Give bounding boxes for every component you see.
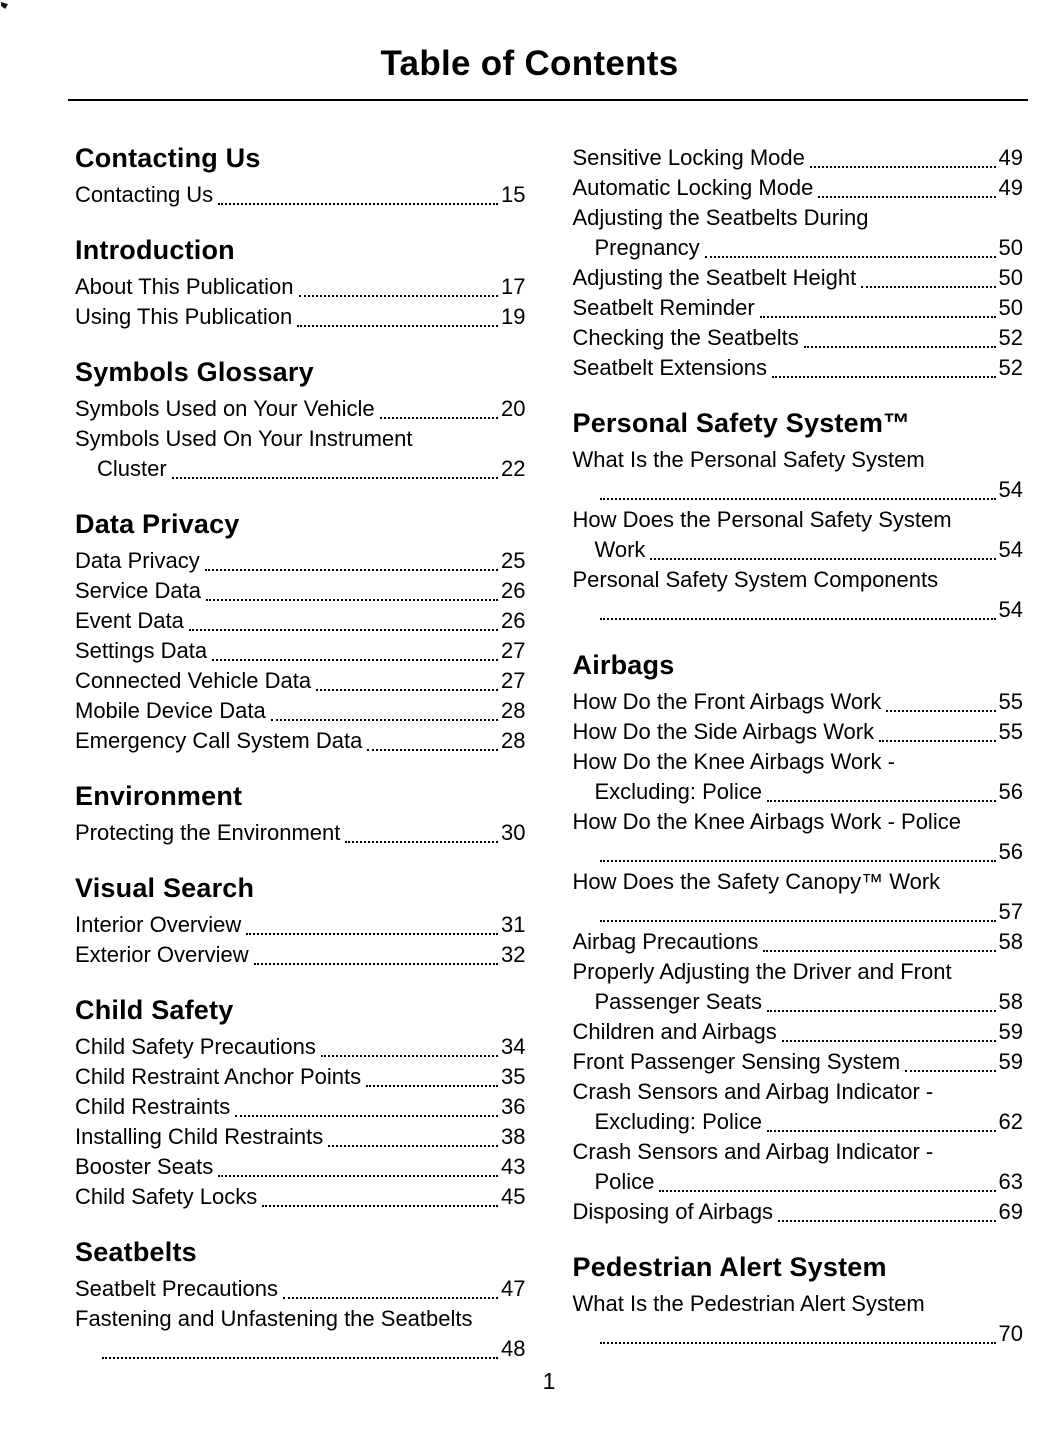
toc-entry-label: Seatbelt Extensions bbox=[572, 355, 767, 380]
toc-entry-continuation bbox=[573, 897, 1024, 927]
dot-leader bbox=[886, 687, 998, 717]
toc-entry bbox=[75, 546, 526, 576]
toc-entry-page: 26 bbox=[501, 578, 526, 603]
toc-entry bbox=[75, 726, 526, 756]
toc-entry bbox=[75, 1182, 526, 1212]
toc-entry bbox=[573, 747, 1024, 807]
toc-entry-row bbox=[75, 696, 526, 726]
toc-entry-label: Exterior Overview bbox=[75, 942, 249, 967]
toc-column-left bbox=[75, 143, 526, 1364]
toc-entry-row bbox=[573, 1197, 1024, 1227]
toc-entry-label: Excluding: Police bbox=[594, 1109, 763, 1134]
toc-entry-label: Pregnancy bbox=[594, 235, 700, 260]
toc-entry-continuation bbox=[75, 1334, 526, 1364]
toc-entry-page: 28 bbox=[501, 698, 526, 723]
dot-leader bbox=[380, 394, 501, 424]
toc-entry-label: Children and Airbags bbox=[572, 1019, 777, 1044]
toc-entry-page: 32 bbox=[501, 942, 526, 967]
dot-leader bbox=[600, 475, 999, 505]
toc-entry-page: 58 bbox=[998, 989, 1023, 1014]
toc-entry-page: 56 bbox=[998, 779, 1023, 804]
toc-entry bbox=[75, 1092, 526, 1122]
toc-entry bbox=[75, 696, 526, 726]
toc-entry bbox=[573, 505, 1024, 565]
toc-entry-row bbox=[573, 263, 1024, 293]
toc-entry bbox=[573, 203, 1024, 263]
toc-entry-label: Adjusting the Seatbelts During bbox=[572, 205, 869, 230]
toc-entry-row bbox=[75, 726, 526, 756]
toc-section-heading: Symbols Glossary bbox=[75, 357, 314, 387]
toc-entry bbox=[75, 394, 526, 424]
toc-section bbox=[75, 1237, 526, 1364]
toc-entry-label: How Does the Personal Safety System bbox=[572, 507, 952, 532]
toc-entry-page: 15 bbox=[501, 182, 526, 207]
toc-entry-label: Crash Sensors and Airbag Indicator - bbox=[572, 1079, 934, 1104]
toc-entry bbox=[75, 940, 526, 970]
dot-leader bbox=[600, 837, 999, 867]
dot-leader bbox=[172, 454, 501, 484]
toc-entry-continuation bbox=[573, 535, 1024, 565]
toc-entry-row bbox=[75, 910, 526, 940]
toc-entry-page: 31 bbox=[501, 912, 526, 937]
toc-entry-label: Data Privacy bbox=[75, 548, 200, 573]
toc-entry-row bbox=[75, 272, 526, 302]
dot-leader bbox=[205, 546, 501, 576]
dot-leader bbox=[772, 353, 999, 383]
dot-leader bbox=[218, 1152, 501, 1182]
toc-entry-page: 50 bbox=[998, 235, 1023, 260]
dot-leader bbox=[366, 1062, 501, 1092]
toc-entry bbox=[75, 1122, 526, 1152]
toc-entry-label: Booster Seats bbox=[75, 1154, 214, 1179]
dot-leader bbox=[879, 717, 998, 747]
toc-section bbox=[573, 143, 1024, 383]
toc-entry-label: Installing Child Restraints bbox=[75, 1124, 324, 1149]
toc-entry-row bbox=[75, 1152, 526, 1182]
toc-entry-page: 54 bbox=[998, 477, 1023, 502]
toc-entry bbox=[573, 687, 1024, 717]
toc-entry-row bbox=[75, 394, 526, 424]
toc-entry bbox=[573, 1137, 1024, 1197]
toc-entry-page: 57 bbox=[998, 899, 1023, 924]
toc-entry-row bbox=[75, 1062, 526, 1092]
toc-entry bbox=[573, 143, 1024, 173]
toc-entry-row bbox=[573, 143, 1024, 173]
toc-entry-label: Child Restraint Anchor Points bbox=[75, 1064, 362, 1089]
dot-leader bbox=[262, 1182, 501, 1212]
page-number: 1 bbox=[542, 1368, 556, 1394]
toc-entry bbox=[75, 818, 526, 848]
toc-entry bbox=[75, 1304, 526, 1364]
toc-entry bbox=[573, 565, 1024, 625]
dot-leader bbox=[782, 1017, 999, 1047]
toc-entry-row bbox=[75, 180, 526, 210]
toc-entry-continuation bbox=[573, 987, 1024, 1017]
toc-column-right bbox=[573, 143, 1024, 1364]
toc-entry bbox=[573, 323, 1024, 353]
toc-entry-continuation bbox=[573, 595, 1024, 625]
toc-section-heading: Pedestrian Alert System bbox=[572, 1252, 887, 1282]
toc-entry bbox=[75, 424, 526, 484]
toc-section bbox=[573, 650, 1024, 1227]
toc-entry-label: Contacting Us bbox=[75, 182, 214, 207]
toc-entry-row bbox=[75, 576, 526, 606]
toc-entry-label: Seatbelt Precautions bbox=[75, 1276, 279, 1301]
toc-section bbox=[75, 235, 526, 332]
toc-entry-page: 55 bbox=[998, 719, 1023, 744]
toc-entry bbox=[573, 927, 1024, 957]
toc-section-heading: Environment bbox=[75, 781, 243, 811]
toc-entry bbox=[75, 666, 526, 696]
dot-leader bbox=[212, 636, 501, 666]
dot-leader bbox=[218, 180, 501, 210]
toc-entry-continuation bbox=[573, 1319, 1024, 1349]
toc-entry bbox=[75, 1274, 526, 1304]
toc-entry-row bbox=[75, 636, 526, 666]
toc-section bbox=[75, 143, 526, 210]
toc-entry-page: 49 bbox=[998, 145, 1023, 170]
toc-entry-label: How Do the Knee Airbags Work - bbox=[572, 749, 895, 774]
title-divider-rule bbox=[68, 99, 1028, 101]
toc-entry-label: Service Data bbox=[75, 578, 201, 603]
toc-entry-page: 38 bbox=[501, 1124, 526, 1149]
toc-entry-page: 56 bbox=[998, 839, 1023, 864]
toc-entry-page: 22 bbox=[501, 456, 526, 481]
toc-entry bbox=[573, 353, 1024, 383]
toc-entry-continuation bbox=[573, 1167, 1024, 1197]
toc-entry-label: Child Safety Precautions bbox=[75, 1034, 316, 1059]
toc-entry-row bbox=[573, 1047, 1024, 1077]
toc-entry-label: Child Safety Locks bbox=[75, 1184, 258, 1209]
toc-entry bbox=[75, 1152, 526, 1182]
toc-entry bbox=[573, 1197, 1024, 1227]
toc-entry bbox=[573, 173, 1024, 203]
toc-section bbox=[573, 1252, 1024, 1349]
toc-entry-page: 17 bbox=[501, 274, 526, 299]
toc-entry-label: Sensitive Locking Mode bbox=[572, 145, 805, 170]
toc-entry-label: Event Data bbox=[75, 608, 184, 633]
dot-leader bbox=[316, 666, 501, 696]
toc-section-heading: Personal Safety System™ bbox=[572, 408, 911, 438]
dot-leader bbox=[659, 1167, 998, 1197]
toc-section-heading: Data Privacy bbox=[75, 509, 240, 539]
toc-entry bbox=[75, 606, 526, 636]
toc-entry-row bbox=[573, 293, 1024, 323]
toc-entry-label: Protecting the Environment bbox=[75, 820, 341, 845]
toc-entry bbox=[573, 807, 1024, 867]
dot-leader bbox=[254, 940, 501, 970]
toc-entry bbox=[573, 1047, 1024, 1077]
toc-section bbox=[75, 995, 526, 1212]
dot-leader bbox=[206, 576, 501, 606]
toc-entry-row bbox=[75, 1122, 526, 1152]
toc-entry-page: 30 bbox=[501, 820, 526, 845]
toc-section-heading: Seatbelts bbox=[75, 1237, 197, 1267]
dot-leader bbox=[767, 777, 998, 807]
toc-entry bbox=[75, 1032, 526, 1062]
toc-entry-row bbox=[75, 666, 526, 696]
toc-entry-continuation bbox=[573, 475, 1024, 505]
toc-entry-label: Using This Publication bbox=[75, 304, 293, 329]
toc-entry-label: Airbag Precautions bbox=[572, 929, 759, 954]
toc-entry-label: Properly Adjusting the Driver and Front bbox=[572, 959, 952, 984]
toc-entry bbox=[75, 302, 526, 332]
toc-entry-label: Automatic Locking Mode bbox=[572, 175, 814, 200]
toc-entry bbox=[75, 272, 526, 302]
toc-entry-label: Police bbox=[594, 1169, 655, 1194]
dot-leader bbox=[600, 897, 999, 927]
toc-entry-page: 59 bbox=[998, 1049, 1023, 1074]
toc-entry bbox=[75, 910, 526, 940]
toc-section-heading: Contacting Us bbox=[75, 143, 261, 173]
toc-entry-row bbox=[75, 940, 526, 970]
toc-section-heading: Child Safety bbox=[75, 995, 234, 1025]
toc-entry-row bbox=[573, 927, 1024, 957]
toc-entry-label: Cluster bbox=[97, 456, 167, 481]
toc-entry-page: 54 bbox=[998, 597, 1023, 622]
toc-entry-page: 45 bbox=[501, 1184, 526, 1209]
toc-entry bbox=[75, 576, 526, 606]
toc-entry-label: How Do the Front Airbags Work bbox=[572, 689, 882, 714]
toc-section-heading: Airbags bbox=[572, 650, 675, 680]
dot-leader bbox=[861, 263, 998, 293]
toc-entry-page: 20 bbox=[501, 396, 526, 421]
toc-entry-continuation bbox=[573, 233, 1024, 263]
toc-entry-continuation bbox=[75, 454, 526, 484]
toc-entry-row bbox=[573, 353, 1024, 383]
toc-entry-page: 52 bbox=[998, 325, 1023, 350]
toc-entry-label: Crash Sensors and Airbag Indicator - bbox=[572, 1139, 934, 1164]
toc-entry-page: 19 bbox=[501, 304, 526, 329]
scan-artifact-mark bbox=[1, 2, 8, 9]
toc-entry-label: Settings Data bbox=[75, 638, 208, 663]
dot-leader bbox=[763, 927, 998, 957]
toc-section bbox=[75, 509, 526, 756]
toc-columns bbox=[75, 143, 1023, 1364]
toc-entry-page: 63 bbox=[998, 1169, 1023, 1194]
dot-leader bbox=[235, 1092, 501, 1122]
toc-entry bbox=[573, 1077, 1024, 1137]
toc-entry-row bbox=[573, 323, 1024, 353]
toc-entry-label: Personal Safety System Components bbox=[572, 567, 939, 592]
page-title: Table of Contents bbox=[380, 44, 679, 83]
toc-entry bbox=[573, 1289, 1024, 1349]
toc-entry-label: Adjusting the Seatbelt Height bbox=[572, 265, 857, 290]
toc-entry-row bbox=[75, 302, 526, 332]
dot-leader bbox=[767, 987, 998, 1017]
toc-section-heading: Visual Search bbox=[75, 873, 255, 903]
toc-entry-label: What Is the Personal Safety System bbox=[572, 447, 925, 472]
dot-leader bbox=[905, 1047, 998, 1077]
toc-entry-row bbox=[75, 606, 526, 636]
toc-entry-continuation bbox=[573, 837, 1024, 867]
toc-entry-row bbox=[75, 1274, 526, 1304]
toc-entry bbox=[573, 717, 1024, 747]
toc-entry-row bbox=[573, 173, 1024, 203]
toc-entry-page: 62 bbox=[998, 1109, 1023, 1134]
dot-leader bbox=[271, 696, 501, 726]
toc-entry-label: How Do the Side Airbags Work bbox=[572, 719, 875, 744]
toc-entry-label: Symbols Used on Your Vehicle bbox=[75, 396, 375, 421]
dot-leader bbox=[283, 1274, 501, 1304]
toc-entry-page: 49 bbox=[998, 175, 1023, 200]
toc-entry-page: 35 bbox=[501, 1064, 526, 1089]
toc-entry-label: Child Restraints bbox=[75, 1094, 231, 1119]
toc-entry bbox=[573, 263, 1024, 293]
toc-entry-row bbox=[75, 546, 526, 576]
dot-leader bbox=[246, 910, 501, 940]
toc-entry bbox=[75, 180, 526, 210]
toc-entry-page: 47 bbox=[501, 1276, 526, 1301]
dot-leader bbox=[328, 1122, 501, 1152]
dot-leader bbox=[778, 1197, 998, 1227]
toc-entry-page: 26 bbox=[501, 608, 526, 633]
dot-leader bbox=[345, 818, 501, 848]
toc-entry-page: 58 bbox=[998, 929, 1023, 954]
toc-entry-label: How Do the Knee Airbags Work - Police bbox=[572, 809, 961, 834]
toc-entry-row bbox=[75, 1092, 526, 1122]
dot-leader bbox=[804, 323, 999, 353]
dot-leader bbox=[297, 302, 501, 332]
dot-leader bbox=[650, 535, 998, 565]
toc-entry-row bbox=[573, 717, 1024, 747]
toc-entry-label: Work bbox=[594, 537, 646, 562]
toc-entry-label: What Is the Pedestrian Alert System bbox=[572, 1291, 925, 1316]
toc-entry-label: Fastening and Unfastening the Seatbelts bbox=[75, 1306, 473, 1331]
toc-entry-page: 28 bbox=[501, 728, 526, 753]
toc-entry bbox=[573, 1017, 1024, 1047]
toc-entry-page: 34 bbox=[501, 1034, 526, 1059]
toc-entry-row bbox=[75, 1032, 526, 1062]
toc-entry-label: Front Passenger Sensing System bbox=[572, 1049, 901, 1074]
dot-leader bbox=[321, 1032, 501, 1062]
toc-entry-label: Connected Vehicle Data bbox=[75, 668, 312, 693]
dot-leader bbox=[767, 1107, 998, 1137]
toc-entry-page: 54 bbox=[998, 537, 1023, 562]
toc-entry-page: 52 bbox=[998, 355, 1023, 380]
toc-entry-continuation bbox=[573, 777, 1024, 807]
toc-entry-page: 59 bbox=[998, 1019, 1023, 1044]
toc-entry-label: Mobile Device Data bbox=[75, 698, 266, 723]
toc-section bbox=[573, 408, 1024, 625]
toc-entry bbox=[75, 1062, 526, 1092]
toc-entry-page: 25 bbox=[501, 548, 526, 573]
toc-section-heading: Introduction bbox=[75, 235, 235, 265]
dot-leader bbox=[189, 606, 501, 636]
toc-entry-row bbox=[573, 1017, 1024, 1047]
toc-entry bbox=[573, 445, 1024, 505]
toc-entry-page: 50 bbox=[998, 265, 1023, 290]
dot-leader bbox=[818, 173, 998, 203]
toc-entry-label: Interior Overview bbox=[75, 912, 242, 937]
toc-entry-page: 27 bbox=[501, 668, 526, 693]
toc-section bbox=[75, 873, 526, 970]
toc-entry-page: 43 bbox=[501, 1154, 526, 1179]
toc-entry-continuation bbox=[573, 1107, 1024, 1137]
toc-section bbox=[75, 357, 526, 484]
toc-entry-page: 55 bbox=[998, 689, 1023, 714]
toc-entry bbox=[573, 293, 1024, 323]
toc-entry-label: Emergency Call System Data bbox=[75, 728, 363, 753]
toc-entry-page: 48 bbox=[501, 1336, 526, 1361]
dot-leader bbox=[760, 293, 999, 323]
toc-entry-label: Checking the Seatbelts bbox=[572, 325, 799, 350]
toc-entry-page: 36 bbox=[501, 1094, 526, 1119]
dot-leader bbox=[102, 1334, 501, 1364]
toc-entry bbox=[573, 957, 1024, 1017]
dot-leader bbox=[810, 143, 999, 173]
toc-entry-row bbox=[75, 818, 526, 848]
dot-leader bbox=[600, 595, 999, 625]
toc-section bbox=[75, 781, 526, 848]
toc-entry-label: Passenger Seats bbox=[594, 989, 763, 1014]
toc-entry-label: About This Publication bbox=[75, 274, 294, 299]
toc-entry-page: 27 bbox=[501, 638, 526, 663]
toc-entry-row bbox=[573, 687, 1024, 717]
dot-leader bbox=[600, 1319, 999, 1349]
toc-entry-page: 69 bbox=[998, 1199, 1023, 1224]
toc-entry-label: Excluding: Police bbox=[594, 779, 763, 804]
dot-leader bbox=[705, 233, 999, 263]
toc-entry-label: How Does the Safety Canopy™ Work bbox=[572, 869, 941, 894]
toc-entry-label: Disposing of Airbags bbox=[572, 1199, 774, 1224]
toc-entry-label: Symbols Used On Your Instrument bbox=[75, 426, 413, 451]
dot-leader bbox=[367, 726, 501, 756]
toc-entry-row bbox=[75, 1182, 526, 1212]
toc-entry-label: Seatbelt Reminder bbox=[572, 295, 755, 320]
toc-entry bbox=[573, 867, 1024, 927]
dot-leader bbox=[299, 272, 502, 302]
toc-entry bbox=[75, 636, 526, 666]
toc-entry-page: 70 bbox=[998, 1321, 1023, 1346]
toc-entry-page: 50 bbox=[998, 295, 1023, 320]
